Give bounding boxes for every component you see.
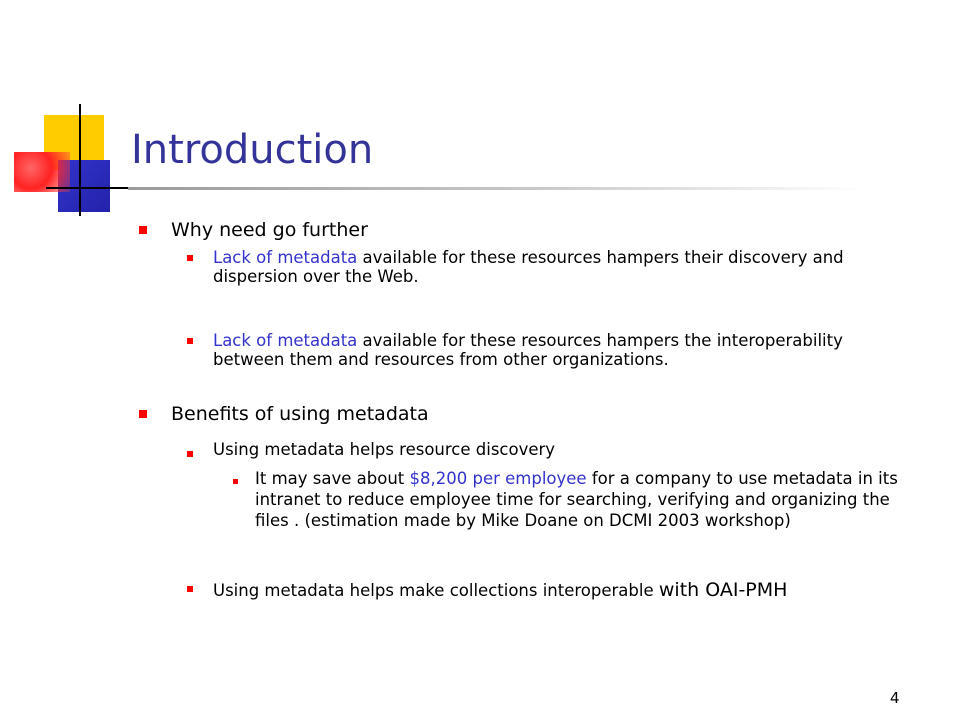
bullet-cost-savings: It may save about $8,200 per employee for a company to use metadata in its intranet to reduce employee time for searching, verifying and organizing the files . (estimation made by Mike Doane on DCMI 2003 workshop) (255, 469, 898, 530)
bullet-icon (187, 338, 193, 344)
horizontal-line (46, 187, 130, 189)
red-glow-square (14, 152, 70, 192)
corner-decoration (0, 100, 130, 220)
bullet-icon (233, 479, 238, 484)
bullet-lack-of-metadata-discovery: Lack of metadata available for these resources hampers their discovery and dispersion over the Web. (213, 248, 844, 286)
bullet-lack-of-metadata-interoperability: Lack of metadata available for these resources hampers the interoperability between them and resources from other organizations. (213, 331, 843, 369)
bullet-icon (187, 255, 193, 261)
highlight-text: $8,200 per employee (409, 469, 587, 488)
slide-number: 4 (890, 689, 900, 707)
bullet-why-need-go-further: Why need go further (171, 219, 368, 241)
vertical-line (79, 104, 81, 216)
bullet-interoperable-oai-pmh: Using metadata helps make collections interoperable with OAI-PMH (213, 579, 788, 601)
highlight-text: Lack of metadata (213, 248, 358, 267)
highlight-text: Lack of metadata (213, 331, 358, 350)
bullet-icon (139, 226, 147, 234)
bullet-icon (187, 586, 193, 592)
bullet-icon (139, 410, 147, 418)
bullet-resource-discovery: Using metadata helps resource discovery (213, 440, 556, 459)
bullet-icon (187, 451, 193, 457)
slide-title: Introduction (131, 127, 374, 173)
bullet-benefits-of-using-metadata: Benefits of using metadata (171, 403, 429, 425)
title-underline (128, 187, 868, 190)
